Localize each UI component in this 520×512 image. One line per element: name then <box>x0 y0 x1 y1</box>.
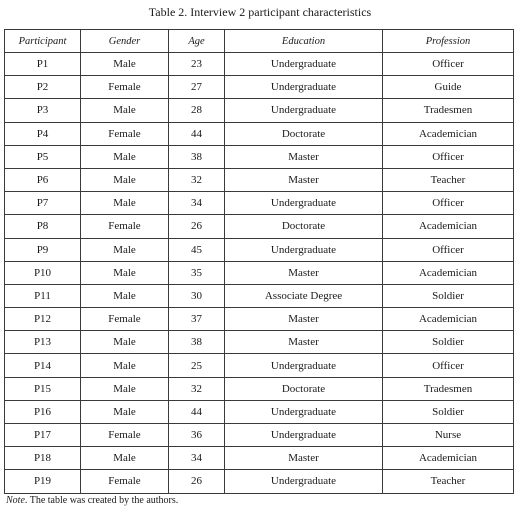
profession-cell: Tradesmen <box>383 99 514 122</box>
table-row <box>5 122 514 145</box>
gender-cell: Female <box>81 470 169 493</box>
age-cell: 37 <box>169 308 225 331</box>
age-cell: 44 <box>169 400 225 423</box>
education-cell: Master <box>225 145 383 168</box>
profession-cell: Guide <box>383 76 514 99</box>
age-cell: 34 <box>169 192 225 215</box>
profession-cell: Teacher <box>383 168 514 191</box>
table-body <box>5 53 514 494</box>
table-row <box>5 377 514 400</box>
age-cell: 44 <box>169 122 225 145</box>
gender-cell: Male <box>81 99 169 122</box>
note-lead: Note <box>6 495 25 506</box>
table-row <box>5 447 514 470</box>
gender-cell: Male <box>81 145 169 168</box>
education-cell: Doctorate <box>225 122 383 145</box>
participant-cell: P9 <box>5 238 81 261</box>
gender-cell: Male <box>81 261 169 284</box>
gender-cell: Female <box>81 215 169 238</box>
age-cell: 32 <box>169 168 225 191</box>
education-cell: Undergraduate <box>225 400 383 423</box>
header-profession: Profession <box>383 30 514 53</box>
education-cell: Undergraduate <box>225 53 383 76</box>
participant-cell: P14 <box>5 354 81 377</box>
table-row <box>5 261 514 284</box>
age-cell: 35 <box>169 261 225 284</box>
education-cell: Master <box>225 168 383 191</box>
header-education: Education <box>225 30 383 53</box>
table-row <box>5 308 514 331</box>
age-cell: 34 <box>169 447 225 470</box>
participant-table <box>4 29 514 494</box>
profession-cell: Nurse <box>383 424 514 447</box>
profession-cell: Academician <box>383 215 514 238</box>
gender-cell: Male <box>81 400 169 423</box>
participant-cell: P17 <box>5 424 81 447</box>
age-cell: 26 <box>169 215 225 238</box>
participant-cell: P19 <box>5 470 81 493</box>
gender-cell: Male <box>81 192 169 215</box>
table-row <box>5 331 514 354</box>
age-cell: 36 <box>169 424 225 447</box>
education-cell: Doctorate <box>225 377 383 400</box>
table-header-row <box>5 30 514 53</box>
profession-cell: Teacher <box>383 470 514 493</box>
header-age: Age <box>169 30 225 53</box>
profession-cell: Academician <box>383 122 514 145</box>
table-row <box>5 168 514 191</box>
age-cell: 32 <box>169 377 225 400</box>
age-cell: 38 <box>169 145 225 168</box>
participant-cell: P3 <box>5 99 81 122</box>
table-row <box>5 192 514 215</box>
profession-cell: Officer <box>383 192 514 215</box>
table-row <box>5 284 514 307</box>
age-cell: 45 <box>169 238 225 261</box>
gender-cell: Male <box>81 238 169 261</box>
participant-cell: P6 <box>5 168 81 191</box>
gender-cell: Male <box>81 53 169 76</box>
participant-cell: P1 <box>5 53 81 76</box>
table-row <box>5 215 514 238</box>
profession-cell: Officer <box>383 238 514 261</box>
profession-cell: Academician <box>383 447 514 470</box>
gender-cell: Male <box>81 331 169 354</box>
header-participant: Participant <box>5 30 81 53</box>
education-cell: Undergraduate <box>225 192 383 215</box>
note-text: . The table was created by the authors. <box>24 495 179 506</box>
age-cell: 27 <box>169 76 225 99</box>
education-cell: Undergraduate <box>225 424 383 447</box>
education-cell: Doctorate <box>225 215 383 238</box>
profession-cell: Tradesmen <box>383 377 514 400</box>
participant-cell: P7 <box>5 192 81 215</box>
table-row <box>5 53 514 76</box>
age-cell: 23 <box>169 53 225 76</box>
participant-cell: P10 <box>5 261 81 284</box>
education-cell: Master <box>225 447 383 470</box>
gender-cell: Male <box>81 447 169 470</box>
profession-cell: Officer <box>383 53 514 76</box>
education-cell: Undergraduate <box>225 99 383 122</box>
participant-cell: P15 <box>5 377 81 400</box>
gender-cell: Male <box>81 354 169 377</box>
gender-cell: Female <box>81 424 169 447</box>
table-row <box>5 99 514 122</box>
table-row <box>5 145 514 168</box>
education-cell: Associate Degree <box>225 284 383 307</box>
participant-cell: P13 <box>5 331 81 354</box>
table-row <box>5 238 514 261</box>
education-cell: Master <box>225 331 383 354</box>
participant-cell: P16 <box>5 400 81 423</box>
age-cell: 30 <box>169 284 225 307</box>
participant-cell: P8 <box>5 215 81 238</box>
education-cell: Undergraduate <box>225 238 383 261</box>
education-cell: Undergraduate <box>225 76 383 99</box>
participant-cell: P12 <box>5 308 81 331</box>
education-cell: Master <box>225 308 383 331</box>
age-cell: 28 <box>169 99 225 122</box>
profession-cell: Academician <box>383 261 514 284</box>
age-cell: 26 <box>169 470 225 493</box>
gender-cell: Male <box>81 377 169 400</box>
profession-cell: Officer <box>383 145 514 168</box>
participant-cell: P18 <box>5 447 81 470</box>
header-gender: Gender <box>81 30 169 53</box>
participant-cell: P4 <box>5 122 81 145</box>
profession-cell: Soldier <box>383 331 514 354</box>
gender-cell: Female <box>81 122 169 145</box>
table-caption: Table 2. Interview 2 participant characteristics <box>148 5 372 19</box>
education-cell: Undergraduate <box>225 354 383 377</box>
profession-cell: Soldier <box>383 400 514 423</box>
table-row <box>5 470 514 493</box>
table-note <box>6 495 178 506</box>
gender-cell: Male <box>81 284 169 307</box>
participant-cell: P11 <box>5 284 81 307</box>
age-cell: 25 <box>169 354 225 377</box>
table-row <box>5 354 514 377</box>
gender-cell: Female <box>81 308 169 331</box>
participant-cell: P2 <box>5 76 81 99</box>
gender-cell: Female <box>81 76 169 99</box>
profession-cell: Officer <box>383 354 514 377</box>
participant-cell: P5 <box>5 145 81 168</box>
gender-cell: Male <box>81 168 169 191</box>
education-cell: Undergraduate <box>225 470 383 493</box>
table-row <box>5 424 514 447</box>
age-cell: 38 <box>169 331 225 354</box>
profession-cell: Academician <box>383 308 514 331</box>
profession-cell: Soldier <box>383 284 514 307</box>
table-row <box>5 400 514 423</box>
table-row <box>5 76 514 99</box>
education-cell: Master <box>225 261 383 284</box>
